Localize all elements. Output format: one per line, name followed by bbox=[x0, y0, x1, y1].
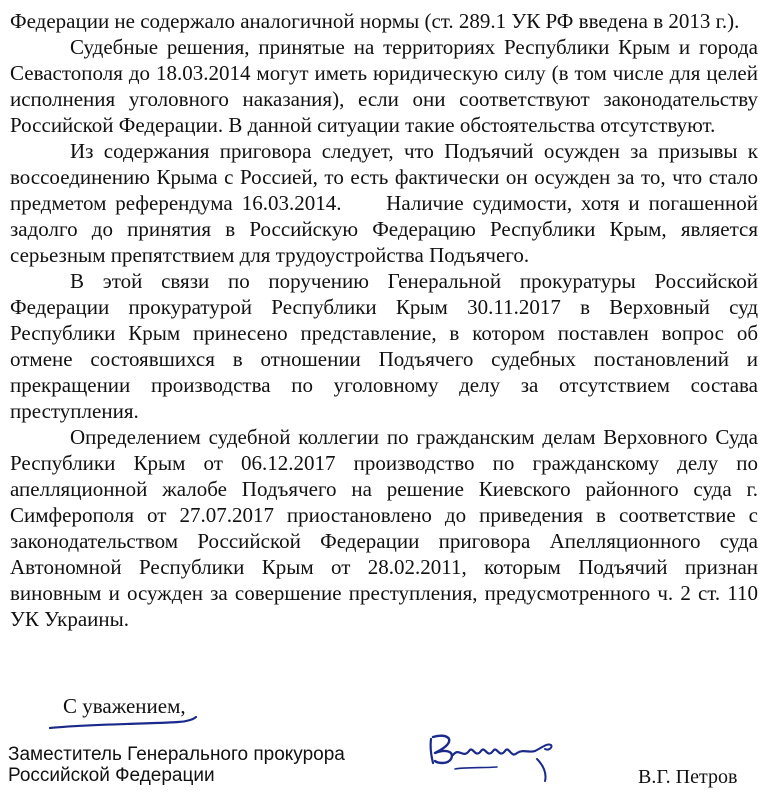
closing-underline bbox=[48, 716, 198, 734]
paragraph-3: Из содержания приговора следует, что Подъячий осужден за призывы к воссоединению Крыма с Россией, то есть фактически он осужден за то, что стало предметом референдума 16.03.2014. Наличие судимости, хотя и погашенной задолго до принятия в Российскую Федерацию Республики Крым, является серьезным препятствием для трудоустройства Подъячего. bbox=[10, 139, 764, 267]
paragraph-5: Определением судебной коллегии по гражданским делам Верховного Суда Республики Крым от 06.12.2017 производство по гражданскому делу по апелляционной жалобе Подъячего на решение Киевского районного суда г. Симферополя от 27.07.2017 приостановлено до приведения в соответствие с законодательством Российской Федерации приговора Апелляционного суда Автономной Республики Крым от 28.02.2011, которым Подъячий признан виновным и осужден за совершение преступления, предусмотренного ч. 2 ст. 110 УК Украины. bbox=[10, 425, 758, 631]
paragraph-4: В этой связи по поручению Генеральной прокуратуры Российской Федерации прокуратурой Республики Крым 30.11.2017 в Верховный суд Республики Крым принесено представление, в котором поставлен вопрос об отмене состоявшихся в отношении Подъячего судебных постановлений и прекращении производства по уголовному делу за отсутствием состава преступления. bbox=[10, 269, 758, 423]
signatory-name: В.Г. Петров bbox=[638, 766, 738, 788]
signatory-title bbox=[8, 744, 345, 786]
handwritten-signature bbox=[425, 725, 565, 785]
closing-salutation: С уважением, bbox=[63, 694, 186, 718]
signatory-title-line1: Заместитель Генерального прокурора bbox=[8, 744, 345, 765]
paragraph-2: Судебные решения, принятые на территориях Республики Крым и города Севастополя до 18.03.2014 могут иметь юридическую силу (в том числе для целей исполнения уголовного наказания), если они соответствуют законодательству Российской Федерации. В данной ситуации такие обстоятельства отсутствуют. bbox=[10, 35, 758, 137]
letter-body bbox=[10, 8, 764, 632]
signatory-title-line2: Российской Федерации bbox=[8, 765, 215, 786]
paragraph-1: Федерации не содержало аналогичной нормы (ст. 289.1 УК РФ введена в 2013 г.). bbox=[10, 9, 740, 33]
